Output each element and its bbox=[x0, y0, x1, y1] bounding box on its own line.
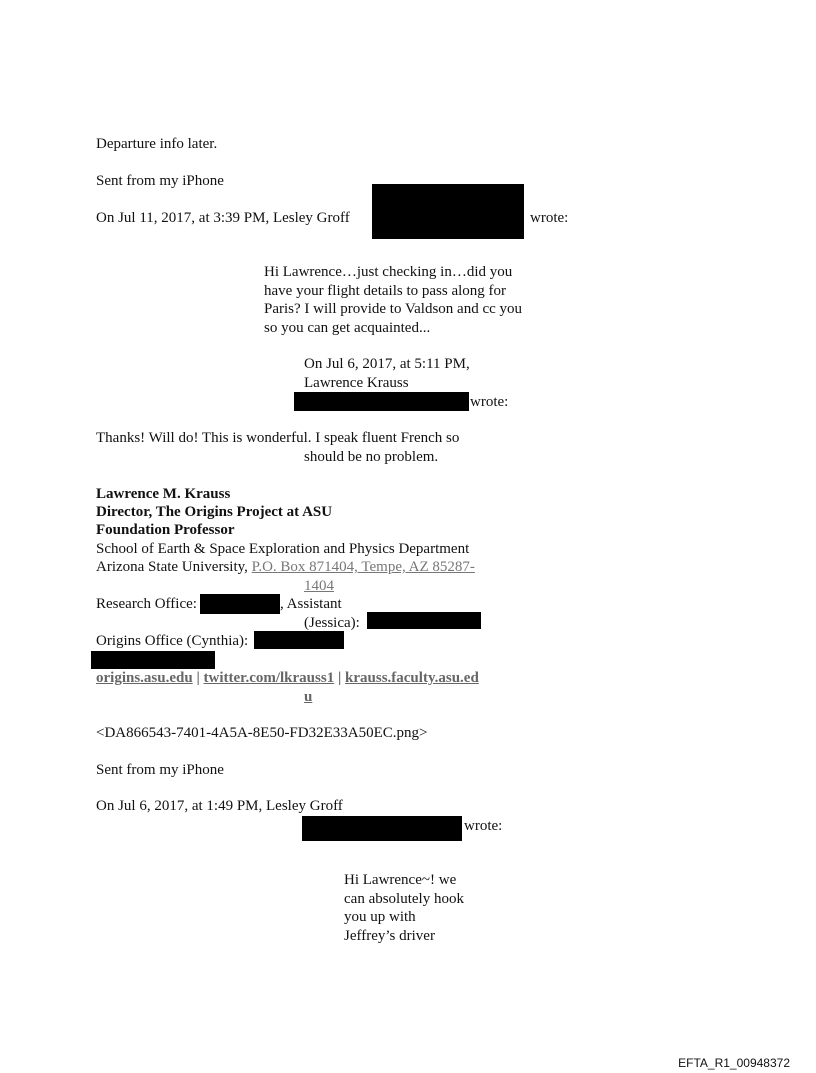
assistant-label: , Assistant bbox=[280, 596, 342, 612]
message-line: Hi Lawrence~! we bbox=[344, 872, 457, 888]
signature-name: Lawrence M. Krauss bbox=[96, 486, 231, 502]
message-line: Paris? I will provide to Valdson and cc you bbox=[264, 301, 523, 317]
faculty-link[interactable]: krauss.faculty.asu.ed bbox=[345, 670, 479, 686]
message-line: so you can get acquainted... bbox=[264, 320, 431, 336]
redaction-block bbox=[91, 651, 215, 669]
message-line: Hi Lawrence…just checking in…did you bbox=[264, 264, 513, 280]
redaction-block bbox=[200, 594, 280, 614]
twitter-link[interactable]: twitter.com/lkrauss1 bbox=[203, 670, 335, 686]
signature-title: Director, The Origins Project at ASU bbox=[96, 504, 333, 520]
research-office-label: Research Office: bbox=[96, 596, 197, 612]
sent-from-iphone: Sent from my iPhone bbox=[96, 173, 224, 189]
wrote-label: wrote: bbox=[470, 394, 509, 410]
quote-header-line: On Jul 6, 2017, at 5:11 PM, bbox=[304, 356, 470, 372]
origins-link[interactable]: origins.asu.edu bbox=[96, 670, 193, 686]
redaction-block bbox=[294, 392, 469, 411]
reply-line: should be no problem. bbox=[304, 449, 439, 465]
message-line: have your flight details to pass along for bbox=[264, 283, 507, 299]
quote-header-line: Lawrence Krauss bbox=[304, 375, 409, 391]
wrote-label: wrote: bbox=[530, 210, 569, 226]
origins-office-label: Origins Office (Cynthia): bbox=[96, 633, 249, 649]
redaction-block bbox=[372, 184, 524, 239]
signature-links bbox=[96, 669, 479, 687]
univ-name: Arizona State University, bbox=[96, 559, 252, 575]
address-link-continued[interactable]: 1404 bbox=[304, 578, 334, 594]
quote-header: On Jul 11, 2017, at 3:39 PM, Lesley Groff bbox=[96, 210, 350, 226]
sent-from-iphone: Sent from my iPhone bbox=[96, 762, 224, 778]
redaction-block bbox=[254, 631, 344, 649]
redaction-block bbox=[367, 612, 481, 629]
reply-line: Thanks! Will do! This is wonderful. I speak fluent French so bbox=[96, 430, 460, 446]
signature-title: Foundation Professor bbox=[96, 522, 235, 538]
faculty-link-continued[interactable]: u bbox=[304, 689, 313, 705]
document-id: EFTA_R1_00948372 bbox=[678, 1056, 790, 1070]
signature-dept: School of Earth & Space Exploration and Physics Department bbox=[96, 541, 470, 557]
redaction-block bbox=[302, 816, 462, 841]
message-line: you up with bbox=[344, 909, 416, 925]
jessica-label: (Jessica): bbox=[304, 615, 360, 631]
signature-univ bbox=[96, 558, 475, 576]
link-separator: | bbox=[192, 670, 204, 686]
departure-line: Departure info later. bbox=[96, 136, 218, 152]
message-line: can absolutely hook bbox=[344, 891, 464, 907]
quote-header: On Jul 6, 2017, at 1:49 PM, Lesley Groff bbox=[96, 798, 343, 814]
wrote-label: wrote: bbox=[464, 818, 503, 834]
attachment-name: <DA866543-7401-4A5A-8E50-FD32E33A50EC.png> bbox=[96, 725, 428, 741]
link-separator: | bbox=[334, 670, 346, 686]
message-line: Jeffrey’s driver bbox=[344, 928, 435, 944]
address-link[interactable]: P.O. Box 871404, Tempe, AZ 85287- bbox=[251, 559, 475, 575]
